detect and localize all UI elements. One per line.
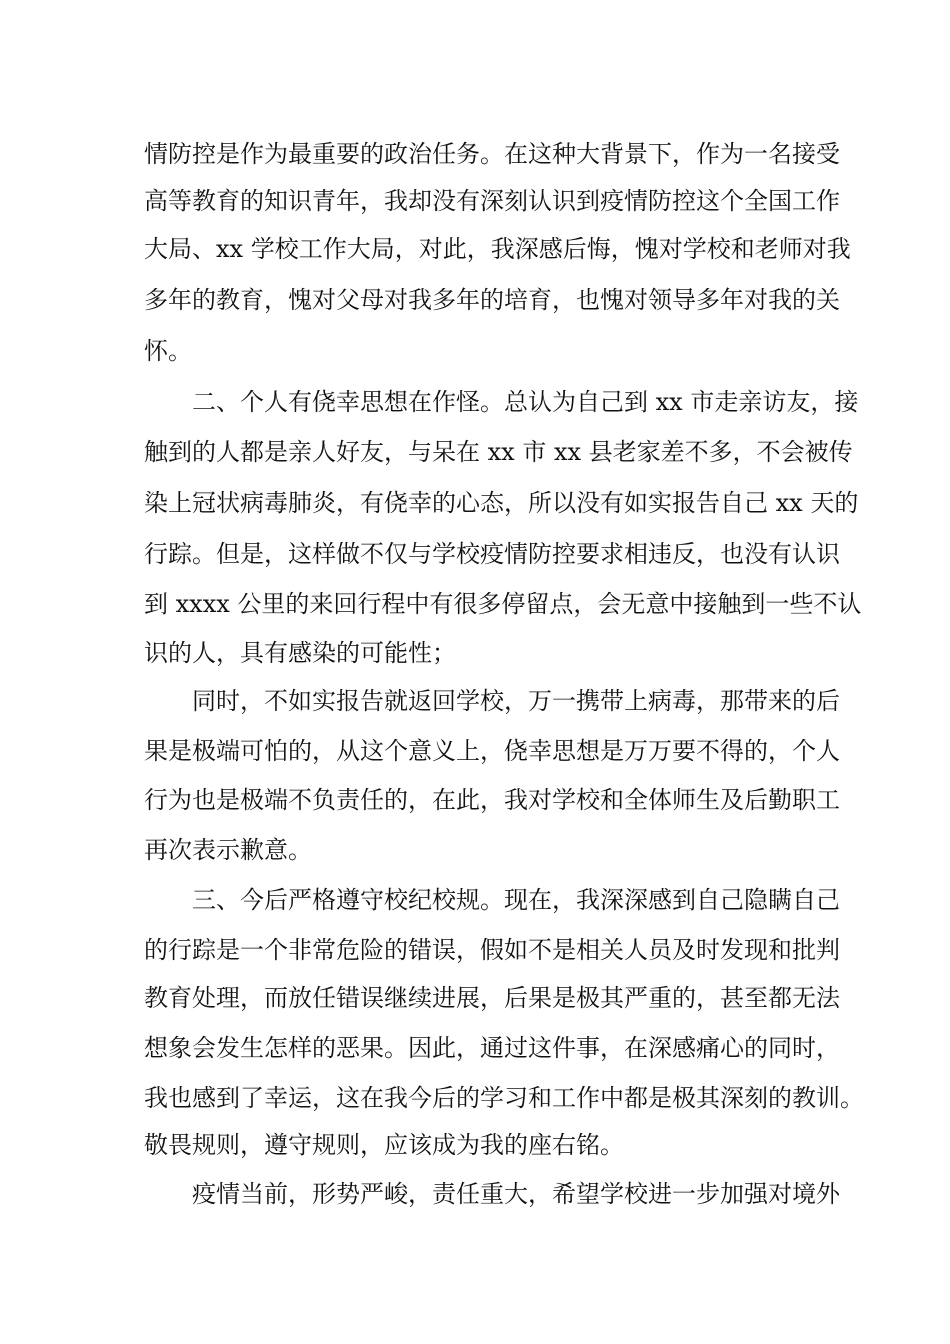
paragraph-text: 情防控是作为最重要的政治任务。在这种大背景下，作为一名接受	[144, 140, 840, 168]
text-line	[0, 1078, 950, 1118]
paragraph-text: 果是极端可怕的，从这个意义上，侥幸思想是万万要不得的，个人	[144, 737, 840, 765]
text-line	[0, 1125, 950, 1165]
text-line	[0, 483, 950, 523]
paragraph-text: 三、今后严格遵守校纪校规。现在，我深深感到自己隐瞒自己	[192, 886, 840, 914]
text-line	[0, 1174, 950, 1214]
paragraph-text: 的行踪是一个非常危险的错误，假如不是相关人员及时发现和批判	[144, 936, 840, 964]
text-line	[0, 280, 950, 320]
text-line	[0, 780, 950, 820]
text-line	[0, 432, 950, 472]
paragraph-text: 触到的人都是亲人好友，与呆在 xx 市 xx 县老家差不多，不会被传	[144, 438, 853, 466]
text-line	[0, 331, 950, 371]
text-line	[0, 930, 950, 970]
paragraph-text: 教育处理，而放任错误继续进展，后果是极其严重的，甚至都无法	[144, 984, 840, 1012]
paragraph-text: 行踪。但是，这样做不仅与学校疫情防控要求相违反，也没有认识	[144, 540, 840, 568]
paragraph-text: 怀。	[144, 337, 192, 365]
paragraph-text: 染上冠状病毒肺炎，有侥幸的心态，所以没有如实报告自己 xx 天的	[144, 489, 859, 517]
text-line	[0, 830, 950, 870]
text-line	[0, 880, 950, 920]
paragraph-text: 大局、xx 学校工作大局，对此，我深感后悔，愧对学校和老师对我	[144, 235, 851, 263]
paragraph-text: 同时，不如实报告就返回学校，万一携带上病毒，那带来的后	[192, 687, 840, 715]
text-line	[0, 633, 950, 673]
text-line	[0, 181, 950, 221]
text-line	[0, 134, 950, 174]
text-line	[0, 681, 950, 721]
paragraph-text: 识的人，具有感染的可能性；	[144, 639, 456, 667]
paragraph-text: 二、个人有侥幸思想在作怪。总认为自己到 xx 市走亲访友，接	[192, 388, 859, 416]
paragraph-text: 高等教育的知识青年，我却没有深刻认识到疫情防控这个全国工作	[144, 187, 840, 215]
text-line	[0, 1028, 950, 1068]
paragraph-text: 疫情当前，形势严峻，责任重大，希望学校进一步加强对境外	[192, 1180, 840, 1208]
text-line	[0, 584, 950, 624]
paragraph-text: 多年的教育，愧对父母对我多年的培育，也愧对领导多年对我的关	[144, 286, 840, 314]
paragraph-text: 想象会发生怎样的恶果。因此，通过这件事，在深感痛心的同时，	[144, 1034, 840, 1062]
text-line	[0, 229, 950, 269]
text-line	[0, 382, 950, 422]
paragraph-text: 再次表示歉意。	[144, 836, 312, 864]
text-line	[0, 534, 950, 574]
text-line	[0, 731, 950, 771]
paragraph-text: 我也感到了幸运，这在我今后的学习和工作中都是极其深刻的教训。	[144, 1084, 864, 1112]
paragraph-text: 行为也是极端不负责任的，在此，我对学校和全体师生及后勤职工	[144, 786, 840, 814]
paragraph-text: 到 xxxx 公里的来回行程中有很多停留点，会无意中接触到一些不认	[144, 590, 862, 618]
text-line	[0, 978, 950, 1018]
paragraph-text: 敬畏规则，遵守规则，应该成为我的座右铭。	[144, 1131, 624, 1159]
